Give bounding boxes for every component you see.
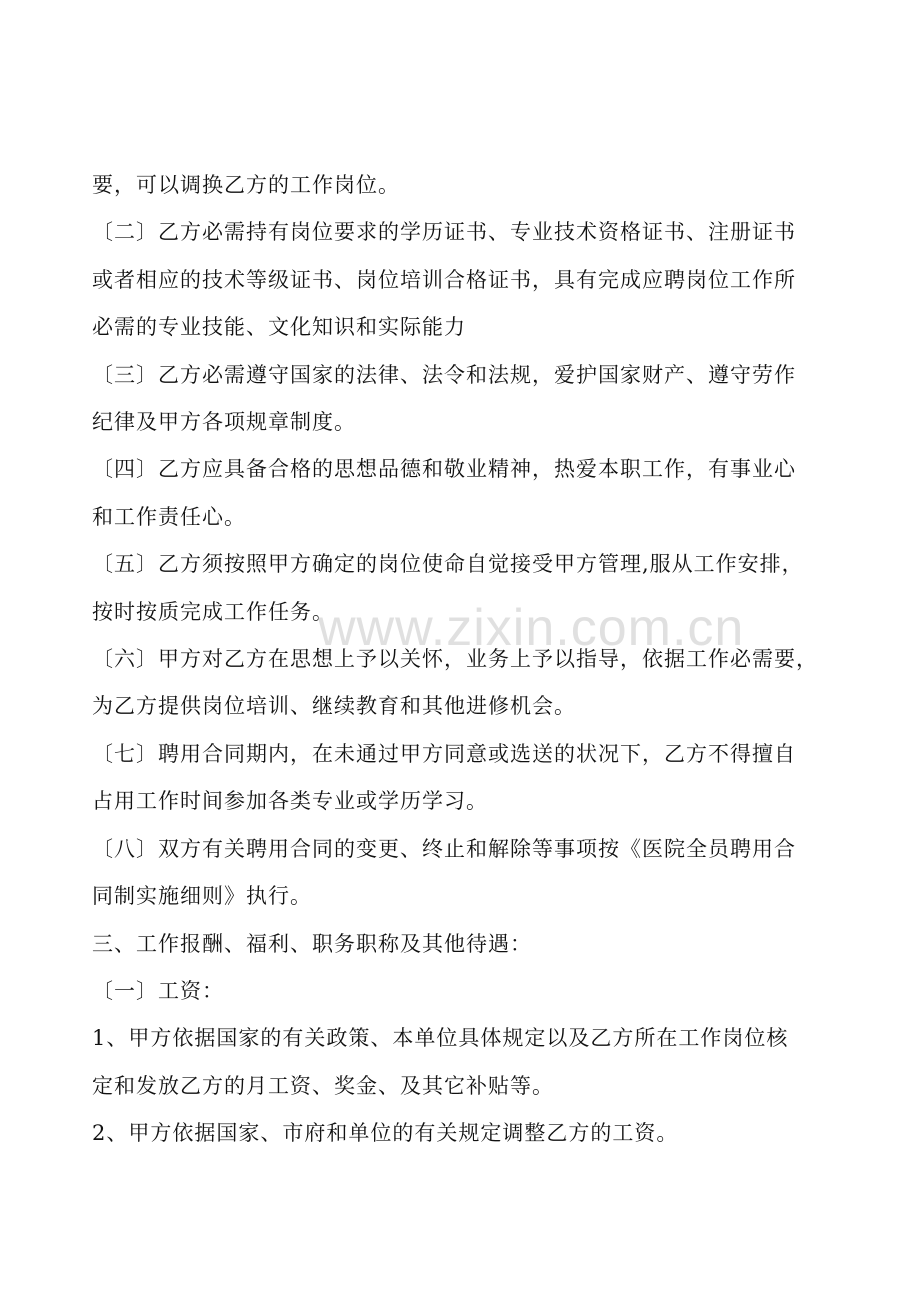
text-line: 同制实施细则》执行。 [92, 884, 312, 909]
text-line: 或者相应的技术等级证书、岗位培训合格证书，具有完成应聘岗位工作所 [92, 267, 796, 292]
text-line: 定和发放乙方的月工资、奖金、及其它补贴等。 [92, 1073, 554, 1098]
text-line: 纪律及甲方各项规章制度。 [92, 410, 356, 435]
section-heading: 三、工作报酬、福利、职务职称及其他待遇： [92, 931, 532, 956]
text-line: 〔四〕乙方应具备合格的思想品德和敬业精神，热爱本职工作，有事业心 [92, 457, 796, 482]
text-line: 按时按质完成工作任务。 [92, 599, 334, 624]
subsection-heading: 〔一〕工资： [92, 978, 224, 1003]
text-line: 〔三〕乙方必需遵守国家的法律、法令和法规，爱护国家财产、遵守劳作 [92, 362, 796, 387]
text-line: 〔五〕乙方须按照甲方确定的岗位使命自觉接受甲方管理,服从工作安排， [92, 552, 804, 577]
text-line: 〔二〕乙方必需持有岗位要求的学历证书、专业技术资格证书、注册证书 [92, 220, 796, 245]
document-body [92, 162, 832, 1158]
text-line: 和工作责任心。 [92, 504, 246, 529]
text-line: 2、甲方依据国家、市府和单位的有关规定调整乙方的工资。 [92, 1121, 679, 1146]
text-line: 必需的专业技能、文化知识和实际能力 [92, 315, 466, 340]
text-line: 〔六〕甲方对乙方在思想上予以关怀，业务上予以指导，依据工作必需要， [92, 647, 818, 672]
text-line: 为乙方提供岗位培训、继续教育和其他进修机会。 [92, 694, 576, 719]
text-line: 〔八〕双方有关聘用合同的变更、终止和解除等事项按《医院全员聘用合 [92, 836, 796, 861]
watermark: www.zixin.com.cn [318, 599, 745, 657]
text-line: 要，可以调换乙方的工作岗位。 [92, 173, 400, 197]
text-line: 〔七〕聘用合同期内，在未通过甲方同意或选送的状况下，乙方不得擅自 [92, 741, 796, 766]
text-line: 占用工作时间参加各类专业或学历学习。 [92, 789, 488, 814]
text-line: 1、甲方依据国家的有关政策、本单位具体规定以及乙方所在工作岗位核 [92, 1026, 789, 1051]
